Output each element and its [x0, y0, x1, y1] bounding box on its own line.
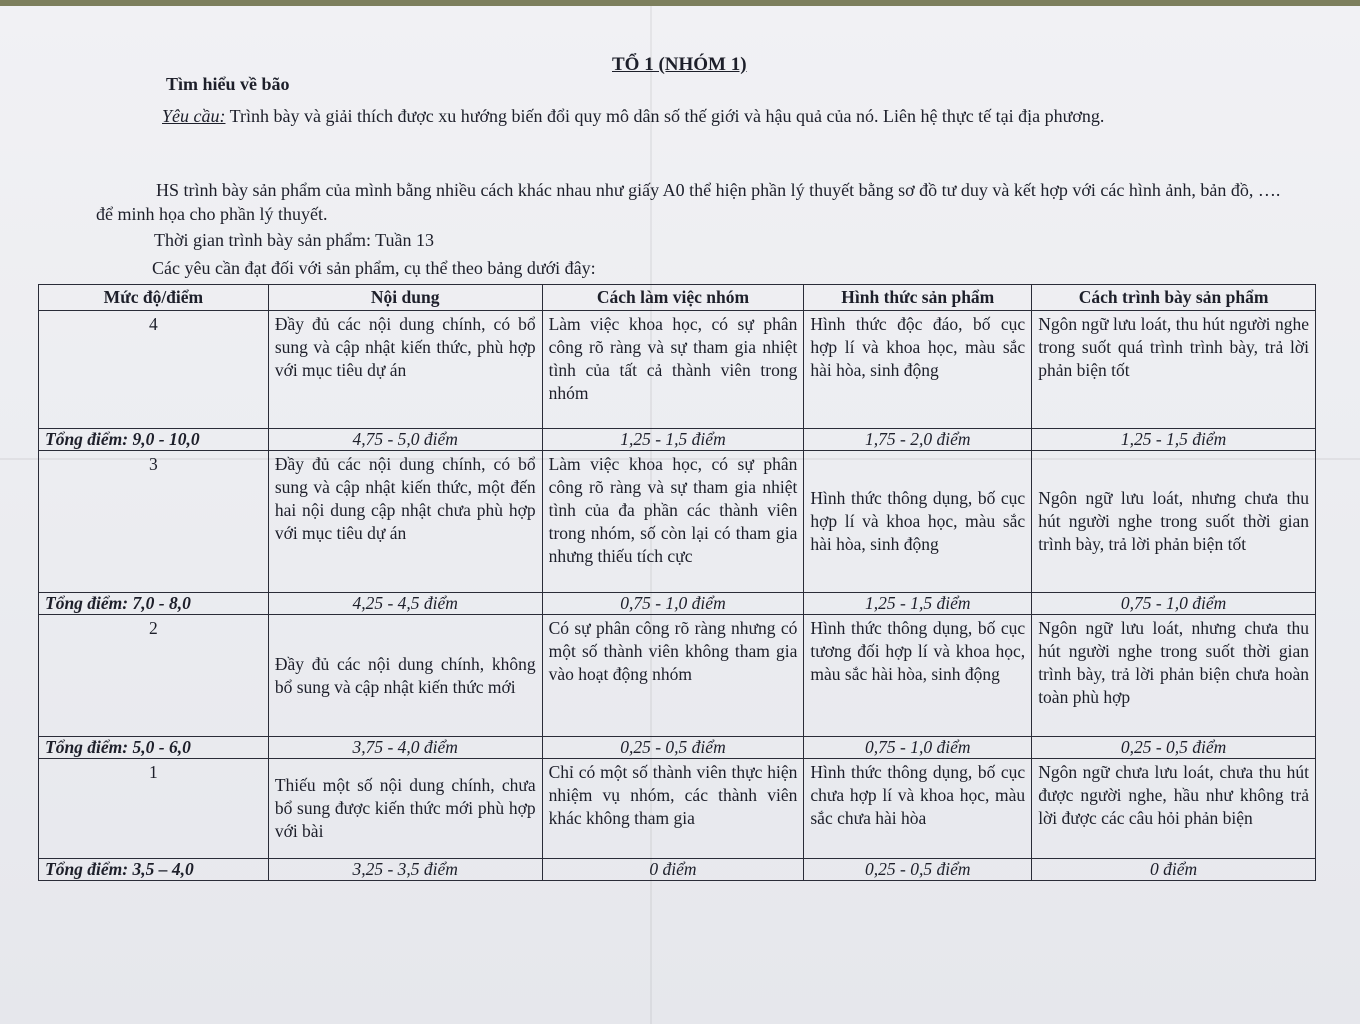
total-score: Tổng điểm: 9,0 - 10,0 [39, 429, 269, 451]
table-intro: Các yêu cần đạt đối với sản phẩm, cụ thể theo bảng dưới đây: [152, 258, 596, 278]
form-cell: Hình thức độc đáo, bố cục hợp lí và khoa học, màu sắc hài hòa, sinh động [804, 311, 1032, 429]
teamwork-score: 0,25 - 0,5 điểm [542, 737, 804, 759]
presentation-cell: Ngôn ngữ lưu loát, nhưng chưa thu hút người nghe trong suốt thời gian trình bày, trả lời phản biện chưa hoàn toàn phù hợp [1032, 615, 1316, 737]
teamwork-cell: Có sự phân công rõ ràng nhưng có một số thành viên không tham gia vào hoạt động nhóm [542, 615, 804, 737]
teamwork-score: 1,25 - 1,5 điểm [542, 429, 804, 451]
table-row-level-2 [39, 615, 1316, 737]
form-score: 0,25 - 0,5 điểm [804, 859, 1032, 881]
total-score: Tổng điểm: 7,0 - 8,0 [39, 593, 269, 615]
score-row [39, 429, 1316, 451]
header-presentation: Cách trình bày sản phẩm [1032, 285, 1316, 311]
instructions-paragraph: HS trình bày sản phẩm của mình bằng nhiều cách khác nhau như giấy A0 thể hiện phần lý thuyết bằng sơ đồ tư duy và kết hợp với các hình ảnh, bản đồ, …. để minh họa cho phần lý thuyết. [96, 180, 1281, 224]
total-score: Tổng điểm: 3,5 – 4,0 [39, 859, 269, 881]
form-score: 1,25 - 1,5 điểm [804, 593, 1032, 615]
presentation-cell: Ngôn ngữ chưa lưu loát, chưa thu hút được người nghe, hầu như không trả lời được các câu hỏi phản biện [1032, 759, 1316, 859]
total-score: Tổng điểm: 5,0 - 6,0 [39, 737, 269, 759]
teamwork-score: 0,75 - 1,0 điểm [542, 593, 804, 615]
form-score: 1,75 - 2,0 điểm [804, 429, 1032, 451]
content-score: 3,75 - 4,0 điểm [268, 737, 542, 759]
header-product-form: Hình thức sản phẩm [804, 285, 1032, 311]
form-cell: Hình thức thông dụng, bố cục chưa hợp lí và khoa học, màu sắc chưa hài hòa [804, 759, 1032, 859]
level-cell: 3 [39, 451, 269, 593]
content-score: 3,25 - 3,5 điểm [268, 859, 542, 881]
teamwork-cell: Chỉ có một số thành viên thực hiện nhiệm vụ nhóm, các thành viên khác không tham gia [542, 759, 804, 859]
presentation-score: 0,25 - 0,5 điểm [1032, 737, 1316, 759]
teamwork-cell: Làm việc khoa học, có sự phân công rõ ràng và sự tham gia nhiệt tình của đa phần các thành viên trong nhóm, số còn lại có tham gia nhưng thiếu tích cực [542, 451, 804, 593]
content-cell: Thiếu một số nội dung chính, chưa bổ sung được kiến thức mới phù hợp với bài [268, 759, 542, 859]
level-cell: 1 [39, 759, 269, 859]
content-cell: Đầy đủ các nội dung chính, không bổ sung và cập nhật kiến thức mới [268, 615, 542, 737]
score-row [39, 737, 1316, 759]
presentation-cell: Ngôn ngữ lưu loát, thu hút người nghe trong suốt quá trình trình bày, trả lời phản biện tốt [1032, 311, 1316, 429]
presentation-score: 1,25 - 1,5 điểm [1032, 429, 1316, 451]
level-cell: 2 [39, 615, 269, 737]
presentation-score: 0 điểm [1032, 859, 1316, 881]
header-content: Nội dung [268, 285, 542, 311]
table-row-level-4 [39, 311, 1316, 429]
table-row-level-3 [39, 451, 1316, 593]
score-row [39, 859, 1316, 881]
content-cell: Đầy đủ các nội dung chính, có bổ sung và cập nhật kiến thức, một đến hai nội dung cập nhật chưa phù hợp với mục tiêu dự án [268, 451, 542, 593]
rubric-table [38, 284, 1316, 881]
presentation-cell: Ngôn ngữ lưu loát, nhưng chưa thu hút người nghe trong suốt thời gian trình bày, trả lời phản biện tốt [1032, 451, 1316, 593]
requirement-paragraph [100, 104, 1282, 128]
requirement-label: Yêu cầu: [162, 106, 226, 126]
form-score: 0,75 - 1,0 điểm [804, 737, 1032, 759]
header-teamwork: Cách làm việc nhóm [542, 285, 804, 311]
form-cell: Hình thức thông dụng, bố cục tương đối hợp lí và khoa học, màu sắc hài hòa, sinh động [804, 615, 1032, 737]
table-row-level-1 [39, 759, 1316, 859]
requirement-text: Trình bày và giải thích được xu hướng biến đổi quy mô dân số thế giới và hậu quả của nó. Liên hệ thực tế tại địa phương. [225, 106, 1105, 126]
level-cell: 4 [39, 311, 269, 429]
content-score: 4,75 - 5,0 điểm [268, 429, 542, 451]
content-cell: Đầy đủ các nội dung chính, có bổ sung và cập nhật kiến thức, phù hợp với mục tiêu dự án [268, 311, 542, 429]
document-title: TỔ 1 (NHÓM 1) [612, 54, 747, 75]
table-header-row [39, 285, 1316, 311]
paper-sheet [0, 6, 1360, 1024]
score-row [39, 593, 1316, 615]
teamwork-score: 0 điểm [542, 859, 804, 881]
teamwork-cell: Làm việc khoa học, có sự phân công rõ ràng và sự tham gia nhiệt tình của tất cả thành viên trong nhóm [542, 311, 804, 429]
header-level: Mức độ/điểm [39, 285, 269, 311]
presentation-score: 0,75 - 1,0 điểm [1032, 593, 1316, 615]
document-topic: Tìm hiểu về bão [166, 74, 290, 94]
form-cell: Hình thức thông dụng, bố cục hợp lí và khoa học, màu sắc hài hòa, sinh động [804, 451, 1032, 593]
presentation-time: Thời gian trình bày sản phẩm: Tuần 13 [154, 230, 435, 250]
content-score: 4,25 - 4,5 điểm [268, 593, 542, 615]
